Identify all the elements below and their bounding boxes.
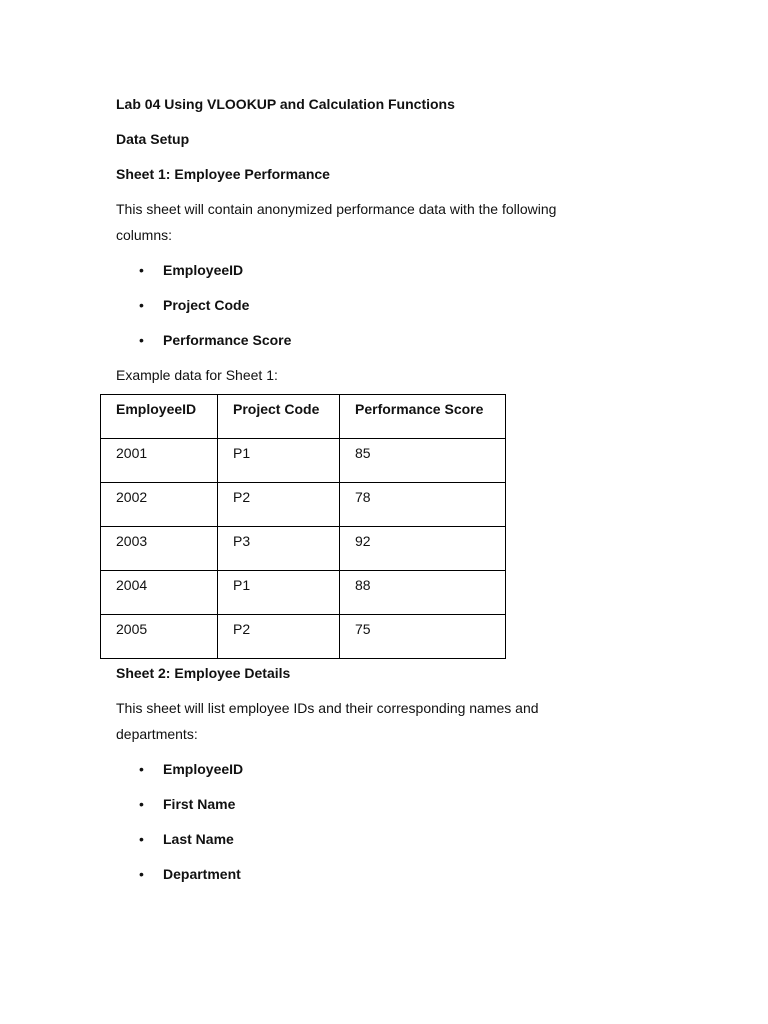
table-cell: 92 (340, 527, 506, 571)
table-row (101, 483, 506, 527)
bullet-icon: • (139, 297, 144, 313)
list-item (116, 327, 616, 353)
example-data-label: Example data for Sheet 1: (116, 367, 278, 383)
sheet2-intro (116, 695, 616, 747)
list-item (116, 826, 616, 852)
bullet-icon: • (139, 761, 144, 777)
list-item (116, 791, 616, 817)
sheet1-heading: Sheet 1: Employee Performance (116, 166, 330, 182)
sheet2-column-list (116, 756, 616, 887)
document-title: Lab 04 Using VLOOKUP and Calculation Functions (116, 96, 455, 112)
table-cell: P2 (218, 483, 340, 527)
table-row (101, 615, 506, 659)
table-header-cell: Project Code (218, 395, 340, 439)
sheet2-intro-line2: departments: (116, 726, 198, 742)
sheet1-intro (116, 196, 616, 248)
list-item-label: EmployeeID (163, 262, 244, 278)
list-item-label: Project Code (163, 297, 250, 313)
sheet1-intro-line2: columns: (116, 227, 173, 243)
bullet-icon: • (139, 831, 144, 847)
data-setup-heading: Data Setup (116, 131, 190, 147)
table-cell: 2002 (101, 483, 218, 527)
table-cell: 78 (340, 483, 506, 527)
table-cell: 88 (340, 571, 506, 615)
table-header-cell: Performance Score (340, 395, 506, 439)
bullet-icon: • (139, 332, 144, 348)
performance-table (100, 394, 506, 659)
sheet1-column-list (116, 257, 616, 353)
sheet2-intro-line1: This sheet will list employee IDs and their corresponding names and (116, 700, 539, 716)
bullet-icon: • (139, 796, 144, 812)
table-row (101, 527, 506, 571)
table-cell: 2005 (101, 615, 218, 659)
list-item-label: Performance Score (163, 332, 292, 348)
table-header-row (101, 395, 506, 439)
table-cell: P2 (218, 615, 340, 659)
list-item (116, 861, 616, 887)
table-cell: 85 (340, 439, 506, 483)
list-item-label: First Name (163, 796, 236, 812)
list-item-label: Last Name (163, 831, 234, 847)
bullet-icon: • (139, 262, 144, 278)
list-item (116, 292, 616, 318)
table-header-cell: EmployeeID (101, 395, 218, 439)
table-cell: P1 (218, 571, 340, 615)
sheet2-heading: Sheet 2: Employee Details (116, 665, 291, 681)
list-item (116, 756, 616, 782)
sheet1-intro-line1: This sheet will contain anonymized performance data with the following (116, 201, 557, 217)
bullet-icon: • (139, 866, 144, 882)
table-cell: P1 (218, 439, 340, 483)
table-cell: 75 (340, 615, 506, 659)
list-item-label: EmployeeID (163, 761, 244, 777)
list-item (116, 257, 616, 283)
table-cell: 2003 (101, 527, 218, 571)
table-row (101, 439, 506, 483)
table-cell: 2001 (101, 439, 218, 483)
list-item-label: Department (163, 866, 241, 882)
document-page (116, 91, 616, 896)
table-row (101, 571, 506, 615)
table-cell: P3 (218, 527, 340, 571)
table-cell: 2004 (101, 571, 218, 615)
